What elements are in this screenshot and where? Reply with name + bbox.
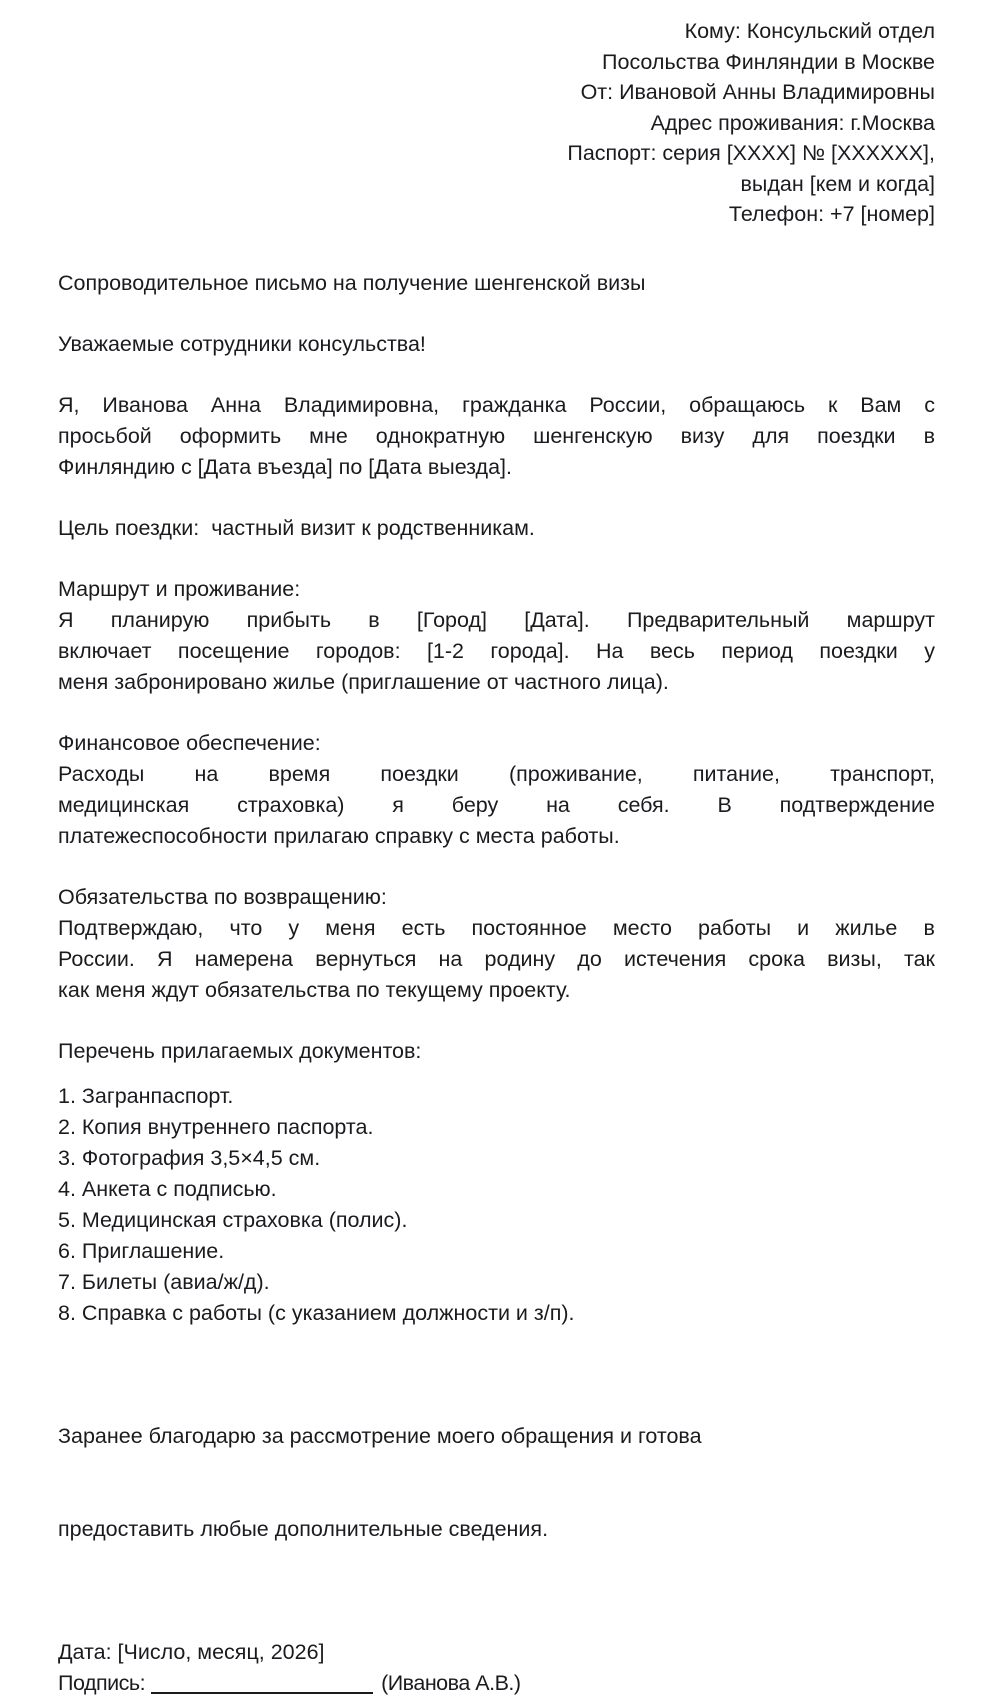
spacer: [58, 544, 935, 574]
word: В: [717, 792, 732, 817]
word: Я,: [58, 392, 80, 417]
word: беру: [451, 792, 499, 817]
salutation: Уважаемые сотрудники консульства!: [58, 331, 426, 356]
text-line: [58, 759, 935, 790]
word: к: [827, 392, 838, 417]
attachments-list: [58, 1081, 935, 1329]
word: России.: [58, 946, 135, 971]
word: Иванова: [102, 392, 188, 417]
word: до: [577, 946, 602, 971]
addressee-line-7: Телефон: +7 [номер]: [728, 202, 935, 226]
text-line: [58, 790, 935, 821]
word: весь: [649, 638, 695, 663]
word: я: [392, 792, 404, 817]
word: Анна: [210, 392, 261, 417]
word: на: [546, 792, 570, 817]
word: поездки: [380, 761, 459, 786]
addressee-line-4: Адрес проживания: г.Москва: [650, 110, 935, 135]
word: страховка): [237, 792, 345, 817]
word: оформить: [179, 423, 282, 448]
word: у: [288, 915, 300, 940]
list-item: 4. Анкета с подписью.: [58, 1176, 277, 1201]
word: города].: [490, 638, 570, 663]
spacer: [58, 299, 935, 329]
closing-line-1: Заранее благодарю за рассмотрение моего обращения и готова: [58, 1423, 702, 1448]
spacer: [58, 1006, 935, 1036]
spacer: [58, 698, 935, 728]
text-line: [58, 636, 935, 667]
addressee-line-1: Кому: Консульский отдел: [684, 19, 935, 43]
word: [Дата].: [524, 607, 590, 632]
date-line: Дата: [Число, месяц, 2026]: [58, 1639, 325, 1664]
word: шенгенскую: [533, 423, 653, 448]
addressee-line-3: От: Ивановой Анны Владимировны: [580, 80, 935, 104]
list-item: 3. Фотография 3,5×4,5 см.: [58, 1145, 321, 1170]
word: Предварительный: [626, 607, 810, 632]
closing-paragraph: [58, 1359, 935, 1607]
word: жилье: [835, 915, 898, 940]
text-line: меня забронировано жилье (приглашение от частного лица).: [58, 669, 669, 694]
word: [Город]: [416, 607, 487, 632]
word: Я: [58, 607, 74, 632]
word: Подтверждаю,: [58, 915, 204, 940]
text-line: Финляндию с [Дата въезда] по [Дата выезда].: [58, 454, 513, 479]
text-line: [58, 913, 935, 944]
word: включает: [58, 638, 152, 663]
word: меня: [325, 915, 376, 940]
word: на: [438, 946, 463, 971]
word: истечения: [623, 946, 727, 971]
spacer: [58, 1067, 935, 1081]
word: На: [596, 638, 624, 663]
text-line: [58, 390, 935, 421]
word: поездки: [819, 638, 898, 663]
word: работы: [698, 915, 772, 940]
addressee-line-2: Посольства Финляндии в Москве: [602, 49, 935, 74]
word: себя.: [617, 792, 670, 817]
word: в: [368, 607, 380, 632]
word: обращаюсь: [689, 392, 806, 417]
word: подтверждение: [779, 792, 935, 817]
word: постоянное: [471, 915, 587, 940]
request-paragraph: [58, 390, 935, 483]
text-line: [58, 944, 935, 975]
list-item: 8. Справка с работы (с указанием должности и з/п).: [58, 1300, 575, 1325]
word: маршрут: [846, 607, 935, 632]
word: городов:: [315, 638, 401, 663]
word: Вам: [860, 392, 902, 417]
word: в: [923, 423, 935, 448]
word: поездки: [817, 423, 896, 448]
obligations-heading: Обязательства по возвращению:: [58, 884, 387, 909]
route-heading: Маршрут и проживание:: [58, 576, 301, 601]
addressee-line-6: выдан [кем и когда]: [740, 171, 935, 196]
spacer: [58, 1607, 935, 1637]
signature-label: Подпись:: [58, 1670, 146, 1695]
word: на: [194, 761, 219, 786]
word: для: [752, 423, 790, 448]
signature-line: [58, 1668, 935, 1699]
word: место: [612, 915, 672, 940]
word: Я: [157, 946, 173, 971]
text-line: [58, 421, 935, 452]
text-line: как меня ждут обязательства по текущему проекту.: [58, 977, 571, 1002]
list-item: 2. Копия внутреннего паспорта.: [58, 1114, 374, 1139]
obligations-paragraph: [58, 913, 935, 1006]
word: визу: [680, 423, 725, 448]
word: намерена: [194, 946, 294, 971]
word: Владимировна,: [283, 392, 440, 417]
word: у: [924, 638, 935, 663]
signature-name: (Иванова А.В.): [381, 1670, 521, 1695]
word: родину: [484, 946, 556, 971]
word: питание,: [692, 761, 780, 786]
word: время: [268, 761, 331, 786]
word: (проживание,: [508, 761, 643, 786]
word: планирую: [110, 607, 210, 632]
word: посещение: [177, 638, 290, 663]
addressee-line-5: Паспорт: серия [XXXX] № [XXXXXX],: [567, 141, 935, 165]
word: однократную: [375, 423, 506, 448]
spacer: [58, 852, 935, 882]
spacer: [58, 1329, 935, 1359]
word: мне: [309, 423, 348, 448]
word: России,: [589, 392, 667, 417]
purpose-line: Цель поездки: частный визит к родственникам.: [58, 515, 535, 540]
word: транспорт,: [830, 761, 935, 786]
word: срока: [748, 946, 805, 971]
attachments-heading: Перечень прилагаемых документов:: [58, 1038, 422, 1063]
list-item: 5. Медицинская страховка (полис).: [58, 1207, 408, 1232]
list-item: 1. Загранпаспорт.: [58, 1083, 234, 1108]
word: прибыть: [246, 607, 332, 632]
word: с: [924, 392, 935, 417]
word: так: [903, 946, 935, 971]
word: Расходы: [58, 761, 145, 786]
finance-paragraph: [58, 759, 935, 852]
spacer: [58, 360, 935, 390]
word: и: [797, 915, 810, 940]
word: есть: [401, 915, 446, 940]
word: [1-2: [426, 638, 464, 663]
text-line: [58, 605, 935, 636]
text-line: платежеспособности прилагаю справку с места работы.: [58, 823, 620, 848]
word: что: [229, 915, 263, 940]
word: вернуться: [315, 946, 417, 971]
word: просьбой: [58, 423, 152, 448]
route-paragraph: [58, 605, 935, 698]
closing-line-2: предоставить любые дополнительные сведения.: [58, 1516, 549, 1541]
word: медицинская: [58, 792, 190, 817]
signature-rule[interactable]: [151, 1692, 373, 1694]
word: период: [721, 638, 793, 663]
subject-line: Сопроводительное письмо на получение шенгенской визы: [58, 270, 646, 295]
list-item: 7. Билеты (авиа/ж/д).: [58, 1269, 270, 1294]
word: гражданка: [462, 392, 567, 417]
word: в: [923, 915, 935, 940]
spacer: [58, 483, 935, 513]
list-item: 6. Приглашение.: [58, 1238, 225, 1263]
finance-heading: Финансовое обеспечение:: [58, 730, 321, 755]
word: визы,: [827, 946, 882, 971]
addressee-block: [58, 14, 935, 230]
